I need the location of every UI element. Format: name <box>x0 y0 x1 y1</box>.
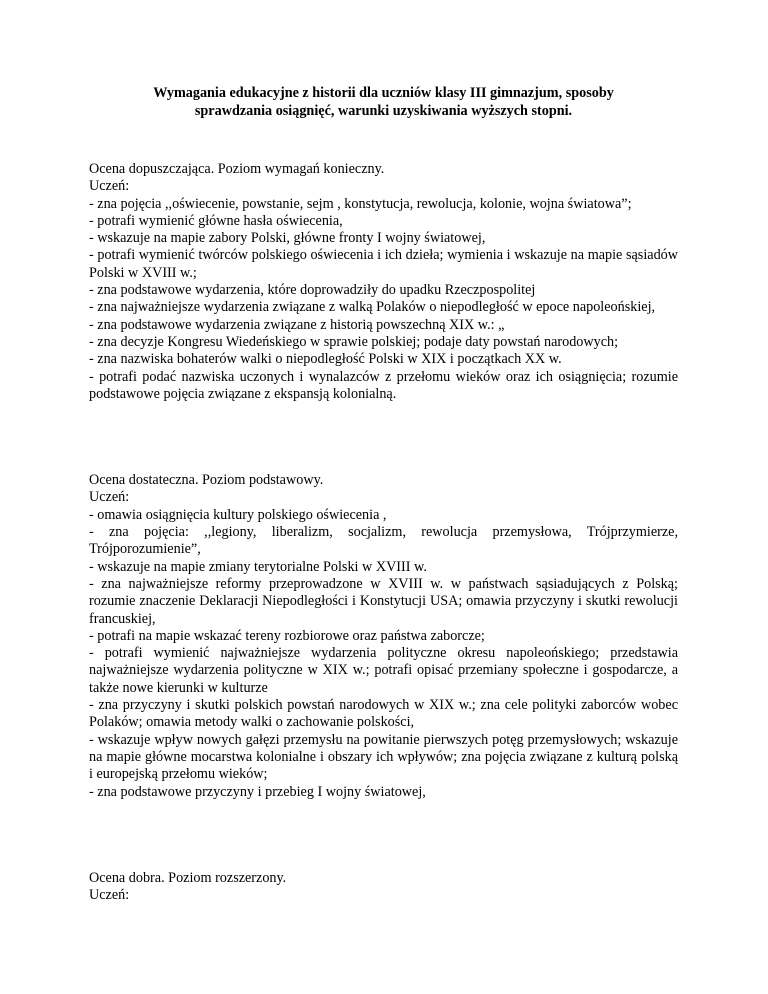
requirement-item: - zna podstawowe wydarzenia związane z historią powszechną XIX w.: „ <box>89 316 505 333</box>
requirement-item: - potrafi wymienić twórców polskiego oświecenia i ich dzieła; wymienia i wskazuje na mapie sąsiadów Polski w XVIII w.; <box>89 247 678 281</box>
requirement-item: - wskazuje wpływ nowych gałęzi przemysłu na powitanie pierwszych potęg przemysłowych; wskazuje na mapie główne mocarstwa kolonialne i obszary ich wpływów; zna pojęcia związane z kulturą polską i europejską przełomu wieków; <box>89 731 678 783</box>
requirement-item: - zna pojęcia: ,,legiony, liberalizm, socjalizm, rewolucja przemysłowa, Trójprzymierze, Trójporozumienie”, <box>89 524 678 558</box>
document-title <box>89 85 678 120</box>
section-dostateczna <box>89 472 678 801</box>
requirement-item: - zna podstawowe przyczyny i przebieg I wojny światowej, <box>89 783 426 800</box>
section-subheading: Uczeń: <box>89 887 130 904</box>
document-page <box>89 85 678 904</box>
section-heading: Ocena dobra. Poziom rozszerzony. <box>89 869 287 886</box>
section-dopuszczajaca <box>89 161 678 403</box>
title-line-2: sprawdzania osiągnięć, warunki uzyskiwania wyższych stopni. <box>194 102 573 119</box>
requirement-item: - potrafi wymienić główne hasła oświecenia, <box>89 212 343 229</box>
section-spacer <box>89 801 678 870</box>
requirement-item: - zna decyzje Kongresu Wiedeńskiego w sprawie polskiej; podaje daty powstań narodowych; <box>89 333 619 350</box>
requirement-item: - potrafi na mapie wskazać tereny rozbiorowe oraz państwa zaborcze; <box>89 627 485 644</box>
requirement-item: - potrafi wymienić najważniejsze wydarzenia polityczne okresu napoleońskiego; przedstawia najważniejsze wydarzenia polityczne w XIX w.; potrafi opisać przemiany społeczne i gospodarcze, a także nowe kierunki w kulturze <box>89 645 678 696</box>
requirement-item: - zna podstawowe wydarzenia, które doprowadziły do upadku Rzeczpospolitej <box>89 282 536 299</box>
section-subheading: Uczeń: <box>89 178 130 195</box>
section-spacer <box>89 403 678 472</box>
requirement-item: - omawia osiągnięcia kultury polskiego oświecenia , <box>89 506 387 523</box>
section-subheading: Uczeń: <box>89 489 130 506</box>
section-heading: Ocena dopuszczająca. Poziom wymagań konieczny. <box>89 161 385 177</box>
requirement-item: - wskazuje na mapie zabory Polski, główne fronty I wojny światowej, <box>89 230 486 247</box>
requirement-item: - potrafi podać nazwiska uczonych i wynalazców z przełomu wieków oraz ich osiągnięcia; rozumie podstawowe pojęcia związane z ekspansją kolonialną. <box>89 368 678 402</box>
title-line-1: Wymagania edukacyjne z historii dla uczniów klasy III gimnazjum, sposoby <box>153 85 614 101</box>
requirement-item: - wskazuje na mapie zmiany terytorialne Polski w XVIII w. <box>89 558 427 575</box>
requirement-item: - zna najważniejsze wydarzenia związane z walką Polaków o niepodległość w epoce napoleońskiej, <box>89 299 656 316</box>
section-heading: Ocena dostateczna. Poziom podstawowy. <box>89 472 324 489</box>
section-dobra <box>89 870 678 905</box>
requirement-item: - zna najważniejsze reformy przeprowadzone w XVIII w. w państwach sąsiadujących z Polską; rozumie znaczenie Deklaracji Niepodległości i Konstytucji USA; omawia przyczyny i skutki rewolucji francuskiej, <box>89 575 678 627</box>
requirement-item: - zna nazwiska bohaterów walki o niepodległość Polski w XIX i początkach XX w. <box>89 351 562 368</box>
requirement-item: - zna pojęcia ,,oświecenie, powstanie, sejm , konstytucja, rewolucja, kolonie, wojna światowa”; <box>89 195 632 212</box>
requirement-item: - zna przyczyny i skutki polskich powstań narodowych w XIX w.; zna cele polityki zaborców wobec Polaków; omawia metody walki o zachowanie polskości, <box>89 697 678 731</box>
